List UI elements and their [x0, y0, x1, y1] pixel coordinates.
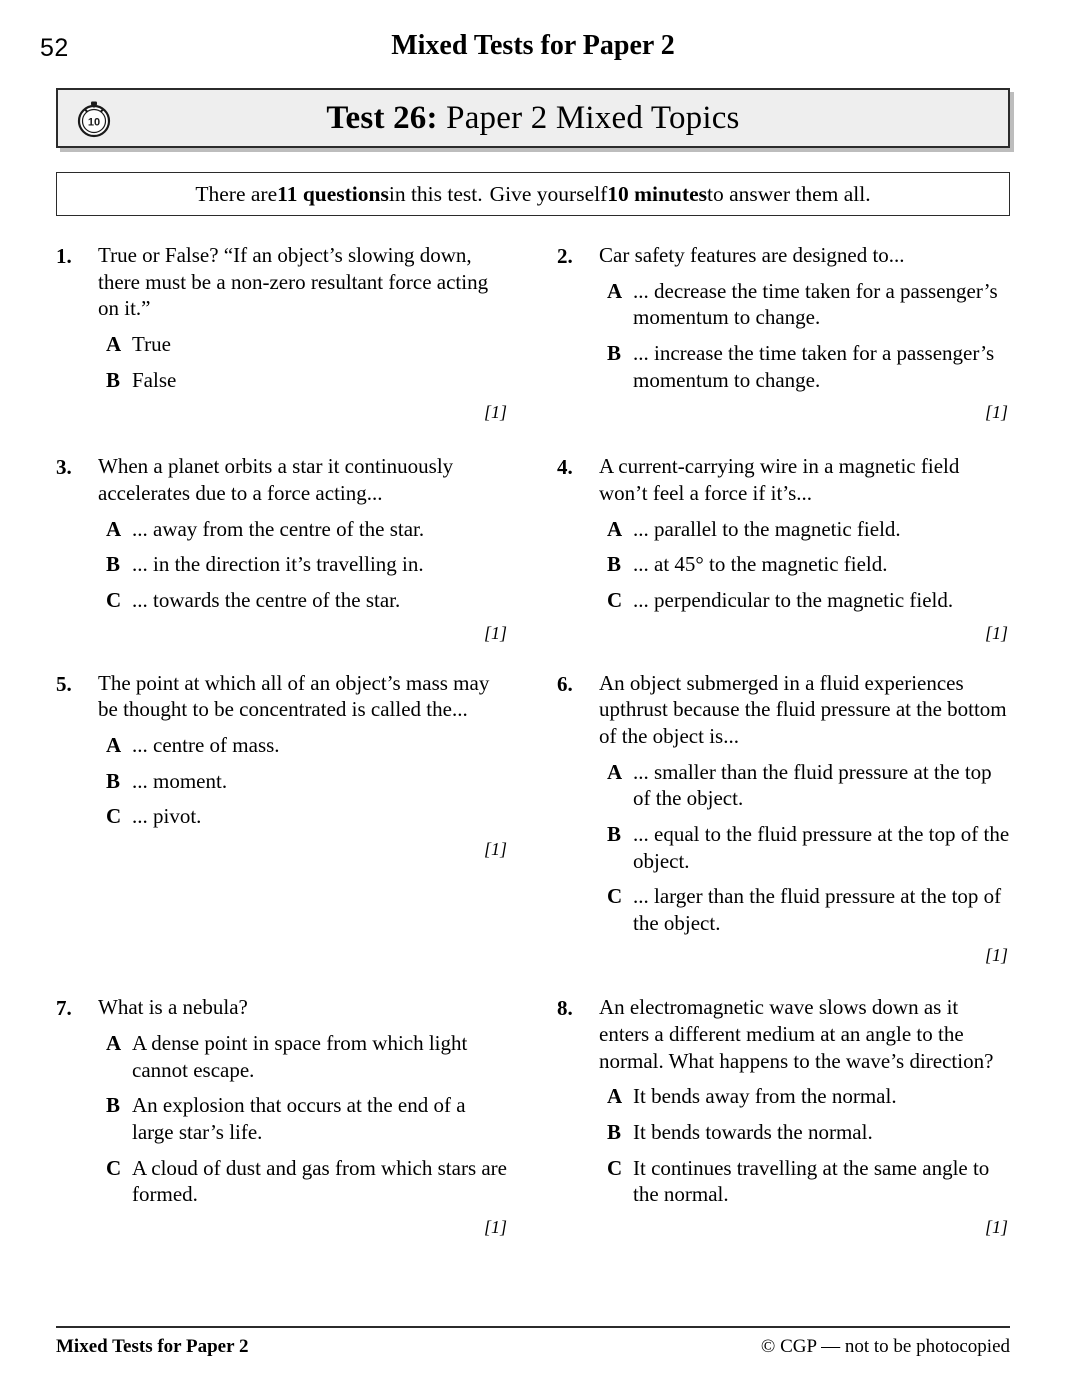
running-head: Mixed Tests for Paper 2: [391, 30, 675, 61]
answer-option[interactable]: [599, 759, 1010, 812]
answer-option[interactable]: [98, 331, 509, 358]
option-text: ... towards the centre of the star.: [132, 587, 401, 612]
answer-option[interactable]: [98, 768, 509, 795]
question-stem: Car safety features are designed to...: [599, 243, 905, 267]
option-label: C: [607, 884, 623, 909]
stopwatch-minutes-label: 10: [87, 116, 101, 129]
option-label: A: [106, 732, 122, 757]
answer-options: [98, 331, 509, 393]
option-text: ... larger than the fluid pressure at the top of the object.: [633, 884, 1002, 935]
question-number: 7.: [56, 996, 72, 1021]
stopwatch-icon: [70, 94, 118, 142]
question-cell-1: [56, 242, 509, 423]
question-number: 2.: [557, 244, 573, 268]
instruction-time: 10 minutes: [607, 181, 708, 206]
question-number: 1.: [56, 244, 72, 268]
footer-section-title: Mixed Tests for Paper 2: [56, 1336, 249, 1357]
question-cell-5: [56, 670, 509, 967]
option-text: It bends away from the normal.: [633, 1084, 897, 1109]
option-text: It bends towards the normal.: [633, 1120, 873, 1145]
answer-option[interactable]: [98, 587, 509, 614]
answer-option[interactable]: [98, 803, 509, 830]
question-cell-7: [56, 994, 509, 1238]
answer-options: [98, 516, 509, 614]
answer-option[interactable]: [599, 1083, 1010, 1110]
option-text: True: [132, 331, 171, 356]
question-stem: An electromagnetic wave slows down as it enters a different medium at an angle to the normal. What happens to the wave’s direction?: [599, 995, 994, 1073]
option-text: ... moment.: [132, 768, 228, 793]
option-label: B: [106, 367, 121, 392]
option-label: A: [106, 516, 122, 541]
row-spacer: [557, 644, 1010, 670]
question-number: 5.: [56, 671, 72, 696]
footer-copyright: © CGP — not to be photocopied: [760, 1336, 1010, 1357]
question-stem: The point at which all of an object’s mass may be thought to be concentrated is called the...: [98, 670, 490, 722]
option-label: A: [607, 759, 623, 784]
option-text: ... perpendicular to the magnetic field.: [633, 587, 954, 612]
footer-divider: [56, 1326, 1010, 1328]
option-label: B: [106, 1093, 121, 1118]
question-stem: When a planet orbits a star it continuously accelerates due to a force acting...: [98, 454, 454, 505]
option-text: ... increase the time taken for a passenger’s momentum to change.: [633, 340, 995, 392]
question-1: [56, 242, 509, 423]
option-label: C: [607, 587, 623, 612]
option-label: C: [607, 1155, 623, 1180]
marks-allocation: [1]: [483, 838, 507, 859]
option-label: A: [106, 331, 122, 356]
question-cell-4: [557, 453, 1010, 643]
answer-option[interactable]: [98, 1030, 509, 1083]
answer-option[interactable]: [599, 1155, 1010, 1208]
option-label: A: [607, 1084, 623, 1109]
question-stem: A current-carrying wire in a magnetic field won’t feel a force if it’s...: [599, 454, 960, 505]
option-label: B: [607, 821, 622, 846]
option-text: ... centre of mass.: [132, 732, 280, 757]
page-footer: [56, 1326, 1010, 1358]
option-label: C: [106, 1155, 122, 1180]
answer-option[interactable]: [98, 1155, 509, 1208]
answer-options: [98, 1030, 509, 1208]
instruction-question-count: 11 questions: [277, 181, 389, 206]
option-label: B: [106, 552, 121, 577]
answer-option[interactable]: [599, 1119, 1010, 1146]
option-text: ... equal to the fluid pressure at the top of the object.: [633, 821, 1010, 873]
option-text: A cloud of dust and gas from which stars are formed.: [132, 1155, 507, 1207]
marks-allocation: [1]: [984, 945, 1008, 966]
answer-option[interactable]: [98, 732, 509, 759]
answer-option[interactable]: [599, 516, 1010, 543]
test-title-bar: [56, 88, 1010, 148]
answer-options: [98, 732, 509, 830]
answer-option[interactable]: [599, 278, 1010, 331]
question-stem: An object submerged in a fluid experiences upthrust because the fluid pressure at the bottom of the object is...: [599, 670, 1007, 748]
question-cell-2: [557, 242, 1010, 423]
questions-grid: [56, 242, 1010, 1238]
test-label: Test 26:: [326, 99, 438, 136]
answer-option[interactable]: [599, 340, 1010, 393]
answer-option[interactable]: [98, 1092, 509, 1145]
option-label: A: [607, 516, 623, 541]
row-spacer: [56, 644, 509, 670]
answer-option[interactable]: [98, 551, 509, 578]
option-label: B: [607, 552, 622, 577]
marks-allocation: [1]: [483, 402, 507, 423]
option-label: A: [607, 278, 623, 303]
question-6: [557, 670, 1010, 967]
answer-option[interactable]: [599, 821, 1010, 874]
question-2: [557, 242, 1010, 423]
option-text: An explosion that occurs at the end of a large star’s life.: [132, 1093, 466, 1145]
question-5: [56, 670, 509, 860]
page-header: [0, 28, 1066, 74]
option-text: ... away from the centre of the star.: [132, 516, 425, 541]
question-8: [557, 994, 1010, 1238]
answer-option[interactable]: [599, 551, 1010, 578]
question-3: [56, 453, 509, 643]
question-number: 8.: [557, 996, 573, 1021]
answer-option[interactable]: [599, 587, 1010, 614]
option-text: A dense point in space from which light cannot escape.: [132, 1031, 468, 1082]
test-title-text: Paper 2 Mixed Topics: [446, 99, 740, 136]
option-text: ... pivot.: [132, 804, 202, 829]
answer-options: [599, 516, 1010, 614]
marks-allocation: [1]: [483, 1217, 507, 1238]
question-7: [56, 994, 509, 1238]
option-text: ... smaller than the fluid pressure at the top of the object.: [633, 759, 992, 811]
answer-option[interactable]: [98, 367, 509, 394]
option-label: B: [607, 1120, 622, 1145]
instruction-box: [56, 172, 1010, 216]
instruction-part-3: Give yourself: [489, 181, 608, 206]
page-number: 52: [40, 34, 69, 62]
option-label: B: [607, 340, 622, 365]
instruction-part-2: in this test.: [388, 181, 483, 206]
instruction-part-4: to answer them all.: [707, 181, 871, 206]
marks-allocation: [1]: [984, 402, 1008, 423]
answer-options: [599, 1083, 1010, 1208]
question-cell-3: [56, 453, 509, 643]
row-spacer: [56, 966, 509, 994]
option-text: ... decrease the time taken for a passenger’s momentum to change.: [633, 278, 998, 330]
question-cell-8: [557, 994, 1010, 1238]
question-number: 3.: [56, 455, 72, 480]
answer-options: [599, 278, 1010, 394]
question-cell-6: [557, 670, 1010, 967]
test-title: [326, 100, 739, 137]
row-spacer: [557, 966, 1010, 994]
question-4: [557, 453, 1010, 643]
answer-option[interactable]: [98, 516, 509, 543]
marks-allocation: [1]: [984, 622, 1008, 643]
option-text: ... in the direction it’s travelling in.: [132, 552, 424, 577]
option-label: C: [106, 587, 122, 612]
option-label: B: [106, 768, 121, 793]
question-number: 4.: [557, 455, 573, 480]
instruction-part-1: There are: [195, 181, 278, 206]
option-text: ... at 45° to the magnetic field.: [633, 552, 888, 577]
option-text: It continues travelling at the same angle to the normal.: [633, 1155, 990, 1207]
document-page: [0, 28, 1066, 1388]
option-text: False: [132, 367, 177, 392]
row-spacer: [56, 423, 509, 453]
option-label: C: [106, 804, 122, 829]
question-stem: What is a nebula?: [98, 995, 248, 1020]
question-stem: True or False? “If an object’s slowing down, there must be a non-zero resultant force acting on it.”: [98, 243, 489, 321]
answer-options: [599, 759, 1010, 937]
option-text: ... parallel to the magnetic field.: [633, 516, 901, 541]
option-label: A: [106, 1031, 122, 1056]
row-spacer: [557, 423, 1010, 453]
marks-allocation: [1]: [483, 622, 507, 643]
marks-allocation: [1]: [984, 1217, 1008, 1238]
question-number: 6.: [557, 671, 573, 696]
test-title-bar-wrapper: [56, 88, 1010, 148]
answer-option[interactable]: [599, 883, 1010, 936]
